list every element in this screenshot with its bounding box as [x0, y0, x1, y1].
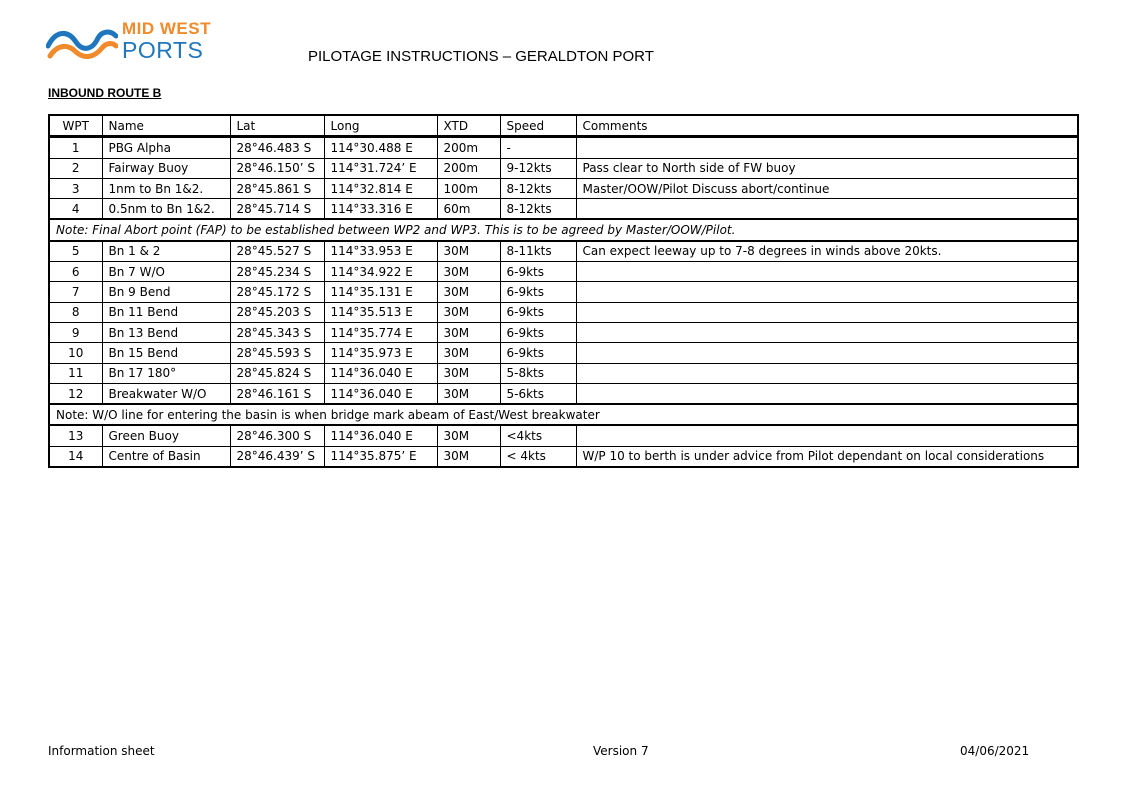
cell-long: 114°35.131 E [324, 282, 437, 302]
cell-lat: 28°46.483 S [230, 137, 324, 158]
cell-comments [576, 199, 1078, 220]
header-speed: Speed [500, 115, 576, 137]
table-row [49, 322, 1078, 342]
cell-comments [576, 383, 1078, 404]
cell-comments [576, 363, 1078, 383]
table-row [49, 199, 1078, 220]
cell-comments [576, 425, 1078, 446]
cell-lat: 28°46.161 S [230, 383, 324, 404]
cell-speed: 8-11kts [500, 241, 576, 262]
cell-lat: 28°45.234 S [230, 262, 324, 282]
waypoint-table [48, 114, 1079, 468]
cell-speed: <4kts [500, 425, 576, 446]
cell-lat: 28°45.172 S [230, 282, 324, 302]
cell-long: 114°33.953 E [324, 241, 437, 262]
cell-wpt: 8 [49, 302, 102, 322]
cell-long: 114°35.973 E [324, 343, 437, 363]
table-row [49, 137, 1078, 158]
cell-xtd: 60m [437, 199, 500, 220]
footer-version: Version 7 [593, 744, 649, 758]
table-note: Note: Final Abort point (FAP) to be established between WP2 and WP3. This is to be agreed by Master/OOW/Pilot. [49, 219, 1078, 240]
cell-xtd: 30M [437, 425, 500, 446]
cell-comments [576, 137, 1078, 158]
cell-wpt: 12 [49, 383, 102, 404]
cell-long: 114°33.316 E [324, 199, 437, 220]
cell-speed: 6-9kts [500, 322, 576, 342]
table-row [49, 178, 1078, 198]
cell-speed: 6-9kts [500, 302, 576, 322]
cell-xtd: 30M [437, 282, 500, 302]
mid-west-ports-logo [46, 20, 216, 66]
wave-logo-icon [46, 24, 118, 60]
header-name: Name [102, 115, 230, 137]
cell-comments: Master/OOW/Pilot Discuss abort/continue [576, 178, 1078, 198]
cell-speed: 5-6kts [500, 383, 576, 404]
cell-speed: < 4kts [500, 446, 576, 467]
table-header-row [49, 115, 1078, 137]
cell-speed: 6-9kts [500, 262, 576, 282]
cell-lat: 28°45.861 S [230, 178, 324, 198]
table-note-row [49, 404, 1078, 425]
cell-comments: Pass clear to North side of FW buoy [576, 158, 1078, 178]
table-row [49, 241, 1078, 262]
header-wpt: WPT [49, 115, 102, 137]
route-subtitle: INBOUND ROUTE B [48, 86, 162, 100]
table-row [49, 383, 1078, 404]
table-note: Note: W/O line for entering the basin is when bridge mark abeam of East/West breakwater [49, 404, 1078, 425]
table-row [49, 262, 1078, 282]
table-row [49, 425, 1078, 446]
cell-wpt: 5 [49, 241, 102, 262]
header-comments: Comments [576, 115, 1078, 137]
table-row [49, 446, 1078, 467]
table-note-row [49, 219, 1078, 240]
cell-speed: 9-12kts [500, 158, 576, 178]
cell-xtd: 30M [437, 322, 500, 342]
cell-lat: 28°45.824 S [230, 363, 324, 383]
cell-long: 114°35.774 E [324, 322, 437, 342]
cell-comments [576, 343, 1078, 363]
cell-wpt: 7 [49, 282, 102, 302]
cell-comments [576, 282, 1078, 302]
cell-lat: 28°45.203 S [230, 302, 324, 322]
cell-name: 0.5nm to Bn 1&2. [102, 199, 230, 220]
cell-long: 114°36.040 E [324, 363, 437, 383]
cell-long: 114°35.875’ E [324, 446, 437, 467]
cell-name: Breakwater W/O [102, 383, 230, 404]
cell-xtd: 100m [437, 178, 500, 198]
cell-long: 114°31.724’ E [324, 158, 437, 178]
cell-name: Fairway Buoy [102, 158, 230, 178]
cell-speed: 6-9kts [500, 343, 576, 363]
header-lat: Lat [230, 115, 324, 137]
cell-lat: 28°46.439’ S [230, 446, 324, 467]
cell-long: 114°34.922 E [324, 262, 437, 282]
cell-long: 114°35.513 E [324, 302, 437, 322]
cell-wpt: 6 [49, 262, 102, 282]
page-title: PILOTAGE INSTRUCTIONS – GERALDTON PORT [308, 48, 654, 65]
cell-xtd: 30M [437, 241, 500, 262]
cell-name: Bn 17 180° [102, 363, 230, 383]
cell-name: 1nm to Bn 1&2. [102, 178, 230, 198]
cell-lat: 28°45.714 S [230, 199, 324, 220]
cell-wpt: 2 [49, 158, 102, 178]
cell-long: 114°30.488 E [324, 137, 437, 158]
cell-wpt: 9 [49, 322, 102, 342]
cell-xtd: 200m [437, 158, 500, 178]
cell-xtd: 30M [437, 262, 500, 282]
cell-lat: 28°46.300 S [230, 425, 324, 446]
cell-wpt: 13 [49, 425, 102, 446]
cell-name: Green Buoy [102, 425, 230, 446]
footer-info: Information sheet [48, 744, 155, 758]
cell-wpt: 3 [49, 178, 102, 198]
cell-name: Bn 9 Bend [102, 282, 230, 302]
cell-comments [576, 322, 1078, 342]
cell-comments: Can expect leeway up to 7-8 degrees in winds above 20kts. [576, 241, 1078, 262]
cell-lat: 28°45.527 S [230, 241, 324, 262]
cell-name: Centre of Basin [102, 446, 230, 467]
footer-date: 04/06/2021 [960, 744, 1030, 758]
cell-name: Bn 15 Bend [102, 343, 230, 363]
cell-name: Bn 13 Bend [102, 322, 230, 342]
table-row [49, 158, 1078, 178]
cell-speed: - [500, 137, 576, 158]
cell-wpt: 11 [49, 363, 102, 383]
cell-name: Bn 11 Bend [102, 302, 230, 322]
header-xtd: XTD [437, 115, 500, 137]
cell-comments [576, 262, 1078, 282]
cell-speed: 5-8kts [500, 363, 576, 383]
cell-name: PBG Alpha [102, 137, 230, 158]
cell-name: Bn 7 W/O [102, 262, 230, 282]
cell-wpt: 1 [49, 137, 102, 158]
cell-wpt: 4 [49, 199, 102, 220]
cell-speed: 8-12kts [500, 199, 576, 220]
cell-xtd: 200m [437, 137, 500, 158]
cell-xtd: 30M [437, 302, 500, 322]
cell-xtd: 30M [437, 383, 500, 404]
cell-speed: 6-9kts [500, 282, 576, 302]
cell-xtd: 30M [437, 363, 500, 383]
cell-wpt: 10 [49, 343, 102, 363]
logo-line-1: MID WEST [122, 19, 211, 38]
table-row [49, 282, 1078, 302]
cell-lat: 28°46.150’ S [230, 158, 324, 178]
cell-wpt: 14 [49, 446, 102, 467]
cell-xtd: 30M [437, 446, 500, 467]
table-row [49, 302, 1078, 322]
header-long: Long [324, 115, 437, 137]
cell-comments [576, 302, 1078, 322]
table-row [49, 343, 1078, 363]
cell-xtd: 30M [437, 343, 500, 363]
cell-long: 114°32.814 E [324, 178, 437, 198]
cell-comments: W/P 10 to berth is under advice from Pilot dependant on local considerations [576, 446, 1078, 467]
cell-speed: 8-12kts [500, 178, 576, 198]
cell-lat: 28°45.343 S [230, 322, 324, 342]
table-row [49, 363, 1078, 383]
cell-name: Bn 1 & 2 [102, 241, 230, 262]
cell-long: 114°36.040 E [324, 425, 437, 446]
logo-line-2: PORTS [122, 37, 204, 63]
cell-lat: 28°45.593 S [230, 343, 324, 363]
cell-long: 114°36.040 E [324, 383, 437, 404]
